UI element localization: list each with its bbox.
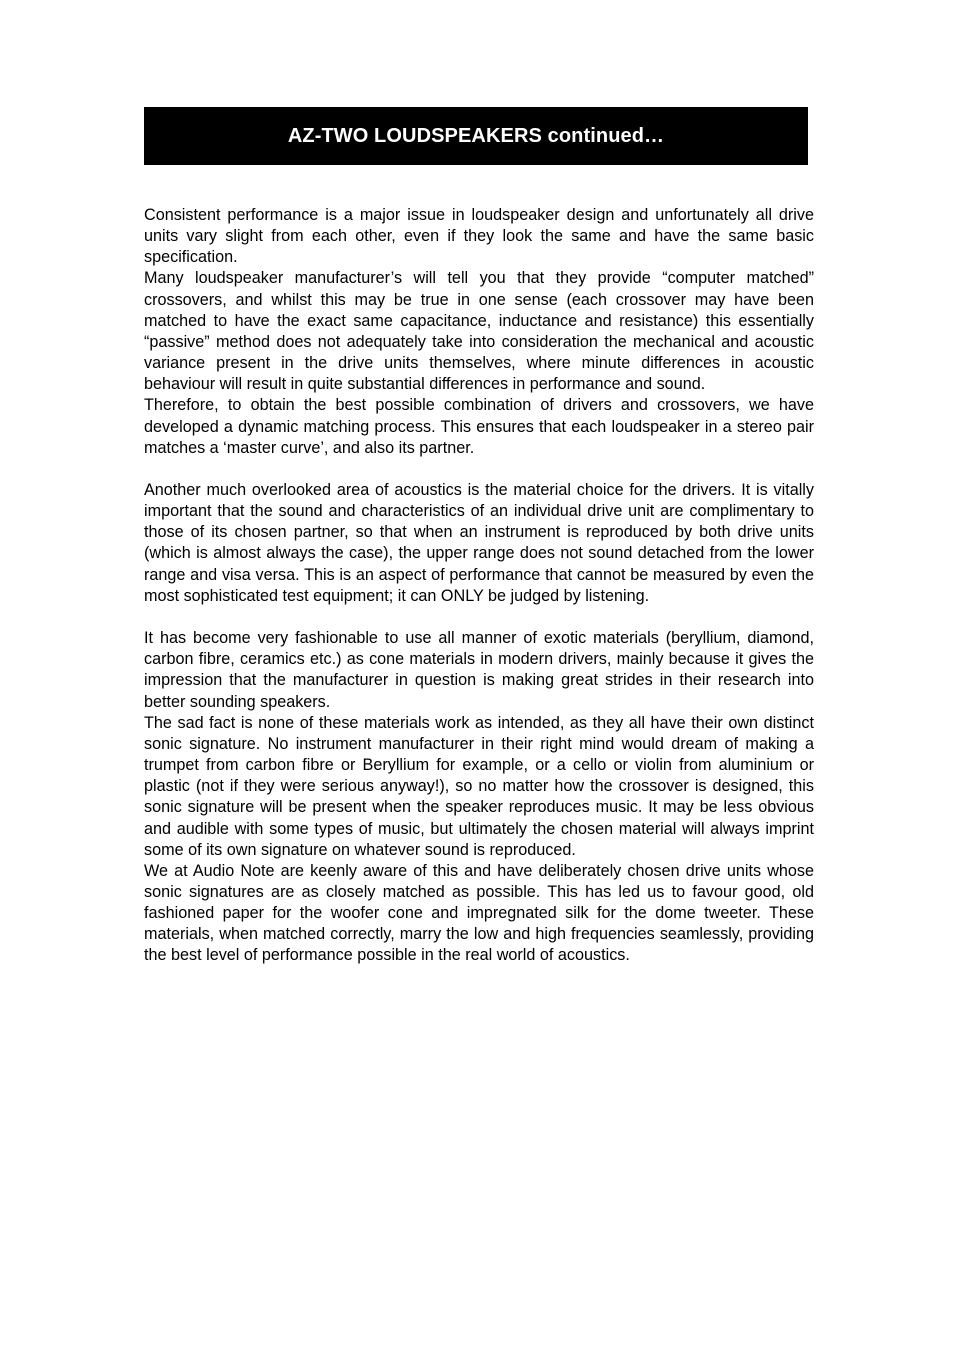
paragraph-sonic-signature: The sad fact is none of these materials work as intended, as they all have their own distinct sonic signature. No instrument manufacturer in their right mind would dream of making a trumpet from carbon fibre or Beryllium for example, or a cello or violin from aluminium or plastic (not if they were serious anyway!), so no matter how the crossover is designed, this sonic signature will be present when the speaker reproduces music. It may be less obvious and audible with some types of music, but ultimately the chosen material will always imprint some of its own signature on whatever sound is reproduced. [144,713,814,859]
header-bar [144,107,808,165]
paragraph-consistent-performance: Consistent performance is a major issue in loudspeaker design and unfortunately all drive units vary slight from each other, even if they look the same and have the same basic specification. [144,206,814,267]
paragraph-exotic-materials: It has become very fashionable to use all manner of exotic materials (beryllium, diamond, carbon fibre, ceramics etc.) as cone materials in modern drivers, mainly because it gives the impression that the manufacturer in question is making great strides in their research into better sounding speakers. [144,629,814,711]
paragraph-audio-note: We at Audio Note are keenly aware of this and have deliberately chosen drive units whose sonic signatures are as closely matched as possible. This has led us to favour good, old fashioned paper for the woofer cone and impregnated silk for the dome tweeter. These materials, when matched correctly, marry the low and high frequencies seamlessly, providing the best level of performance possible in the real world of acoustics. [144,861,814,965]
body-text [144,205,814,967]
paragraph-material-choice: Another much overlooked area of acoustics is the material choice for the drivers. It is vitally important that the sound and characteristics of an individual drive unit are complimentary to those of its chosen partner, so that when an instrument is reproduced by both drive units (which is almost always the case), the upper range does not sound detached from the lower range and visa versa. This is an aspect of performance that cannot be measured by even the most sophisticated test equipment; it can ONLY be judged by listening. [144,481,814,605]
paragraph-dynamic-matching: Therefore, to obtain the best possible combination of drivers and crossovers, we have developed a dynamic matching process. This ensures that each loudspeaker in a stereo pair matches a ‘master curve’, and also its partner. [144,396,814,457]
paragraph-computer-matched: Many loudspeaker manufacturer’s will tell you that they provide “computer matched” crossovers, and whilst this may be true in one sense (each crossover may have been matched to have the exact same capacitance, inductance and resistance) this essentially “passive” method does not adequately take into consideration the mechanical and acoustic variance present in the drive units themselves, where minute differences in acoustic behaviour will result in quite substantial differences in performance and sound. [144,269,814,394]
page-title: AZ-TWO LOUDSPEAKERS continued… [287,124,665,147]
